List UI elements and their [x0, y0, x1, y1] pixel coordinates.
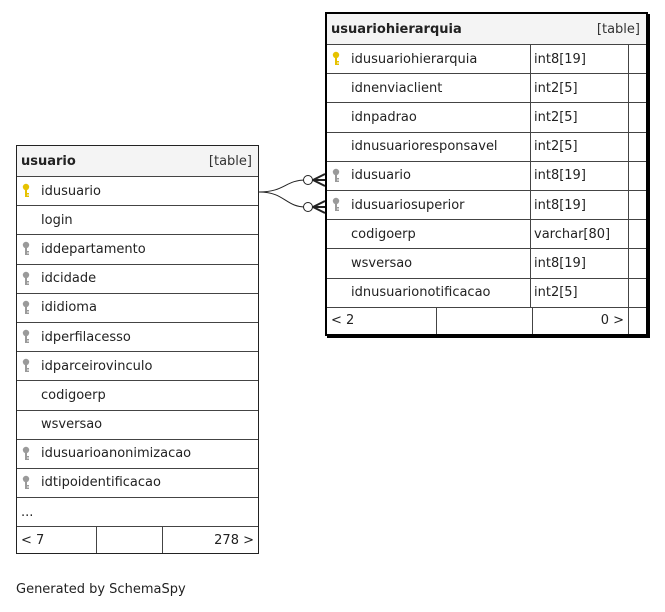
column-row-idusuarioanonimizacao[interactable] [17, 440, 258, 469]
table-kind: [table] [596, 21, 640, 37]
column-pad [628, 133, 646, 161]
column-name: codigoerp [351, 226, 416, 242]
key-slot [17, 475, 35, 491]
column-name: idusuario [351, 168, 411, 184]
zero-marker [304, 176, 313, 185]
column-pad [628, 249, 646, 277]
column-row-idperfilacesso[interactable] [17, 323, 258, 352]
column-name: idnusuarionotificacao [351, 285, 491, 301]
column-row-idnusuarioresponsavel[interactable] [327, 133, 646, 162]
column-name: idusuariohierarquia [351, 51, 478, 67]
column-pad [628, 162, 646, 190]
column-row-idusuario[interactable] [327, 162, 646, 191]
column-name: login [41, 212, 73, 228]
column-type: int2[5] [530, 74, 628, 102]
foreign-key-icon [332, 168, 340, 184]
column-row-login[interactable] [17, 206, 258, 235]
column-row-wsversao[interactable] [17, 411, 258, 440]
column-pad [628, 103, 646, 131]
column-type: varchar[80] [530, 220, 628, 248]
key-slot [17, 446, 35, 462]
column-pad [628, 279, 646, 307]
key-slot [327, 51, 345, 67]
table-header [327, 14, 646, 45]
primary-key-icon [22, 183, 30, 199]
column-pad [628, 74, 646, 102]
column-name: idnpadrao [351, 109, 417, 125]
column-row-ididioma[interactable] [17, 294, 258, 323]
key-slot [327, 197, 345, 213]
foreign-key-icon [22, 475, 30, 491]
relationship-edge-idusuariosuperior [259, 192, 322, 207]
column-type: int8[19] [530, 162, 628, 190]
column-row-iddepartamento[interactable] [17, 235, 258, 264]
parents-count[interactable]: < 2 [327, 308, 437, 334]
column-row-wsversao[interactable] [327, 249, 646, 278]
column-name: wsversao [351, 255, 413, 271]
column-type: int8[19] [530, 191, 628, 219]
column-type: int2[5] [530, 279, 628, 307]
key-slot [17, 300, 35, 316]
more-columns-row [17, 498, 258, 527]
column-row-idnpadrao[interactable] [327, 103, 646, 132]
primary-key-icon [332, 51, 340, 67]
column-row-idusuariohierarquia[interactable] [327, 45, 646, 74]
column-name: idusuarioanonimizacao [41, 446, 192, 462]
zero-marker [304, 203, 313, 212]
children-count[interactable]: 0 > [533, 308, 629, 334]
table-name: usuariohierarquia [331, 21, 462, 37]
column-row-idparceirovinculo[interactable] [17, 352, 258, 381]
foreign-key-icon [22, 271, 30, 287]
key-slot [17, 329, 35, 345]
parents-count[interactable]: < 7 [17, 527, 97, 553]
footer-spacer [97, 527, 163, 553]
column-pad [628, 220, 646, 248]
key-slot [17, 358, 35, 374]
foreign-key-icon [22, 241, 30, 257]
crowfoot-marker [313, 174, 325, 186]
column-row-idusuario[interactable] [17, 177, 258, 206]
table-usuario[interactable] [16, 145, 259, 554]
column-row-idtipoidentificacao[interactable] [17, 469, 258, 498]
more-columns: ... [21, 504, 34, 520]
column-name: idnenviaclient [351, 80, 443, 96]
footer-pad [629, 308, 646, 334]
column-name: iddepartamento [41, 241, 146, 257]
key-slot [17, 183, 35, 199]
table-kind: [table] [208, 153, 252, 169]
column-name: idtipoidentificacao [41, 475, 161, 491]
column-name: ididioma [41, 300, 97, 316]
foreign-key-icon [22, 329, 30, 345]
column-name: idusuario [41, 183, 101, 199]
generated-by-caption: Generated by SchemaSpy [16, 582, 186, 597]
column-row-codigoerp[interactable] [17, 381, 258, 410]
foreign-key-icon [332, 197, 340, 213]
table-header [17, 146, 258, 177]
column-pad [628, 45, 646, 73]
column-row-idcidade[interactable] [17, 265, 258, 294]
column-row-idusuariosuperior[interactable] [327, 191, 646, 220]
column-pad [628, 191, 646, 219]
column-name: idcidade [41, 271, 97, 287]
table-footer [327, 308, 646, 334]
footer-spacer [437, 308, 533, 334]
crowfoot-marker [313, 201, 325, 213]
column-type: int8[19] [530, 45, 628, 73]
key-slot [17, 241, 35, 257]
children-count[interactable]: 278 > [214, 532, 254, 548]
column-name: idperfilacesso [41, 329, 131, 345]
key-slot [17, 271, 35, 287]
foreign-key-icon [22, 358, 30, 374]
column-name: wsversao [41, 417, 103, 433]
table-usuariohierarquia[interactable] [325, 12, 648, 336]
column-name: idusuariosuperior [351, 197, 465, 213]
column-type: int8[19] [530, 249, 628, 277]
column-row-idnenviaclient[interactable] [327, 74, 646, 103]
table-footer [17, 527, 258, 553]
column-name: idparceirovinculo [41, 358, 153, 374]
key-slot [327, 168, 345, 184]
column-type: int2[5] [530, 133, 628, 161]
foreign-key-icon [22, 300, 30, 316]
foreign-key-icon [22, 446, 30, 462]
column-type: int2[5] [530, 103, 628, 131]
table-name: usuario [21, 153, 76, 169]
column-name: codigoerp [41, 387, 106, 403]
column-name: idnusuarioresponsavel [351, 139, 498, 155]
column-row-idnusuarionotificacao[interactable] [327, 279, 646, 308]
column-row-codigoerp[interactable] [327, 220, 646, 249]
